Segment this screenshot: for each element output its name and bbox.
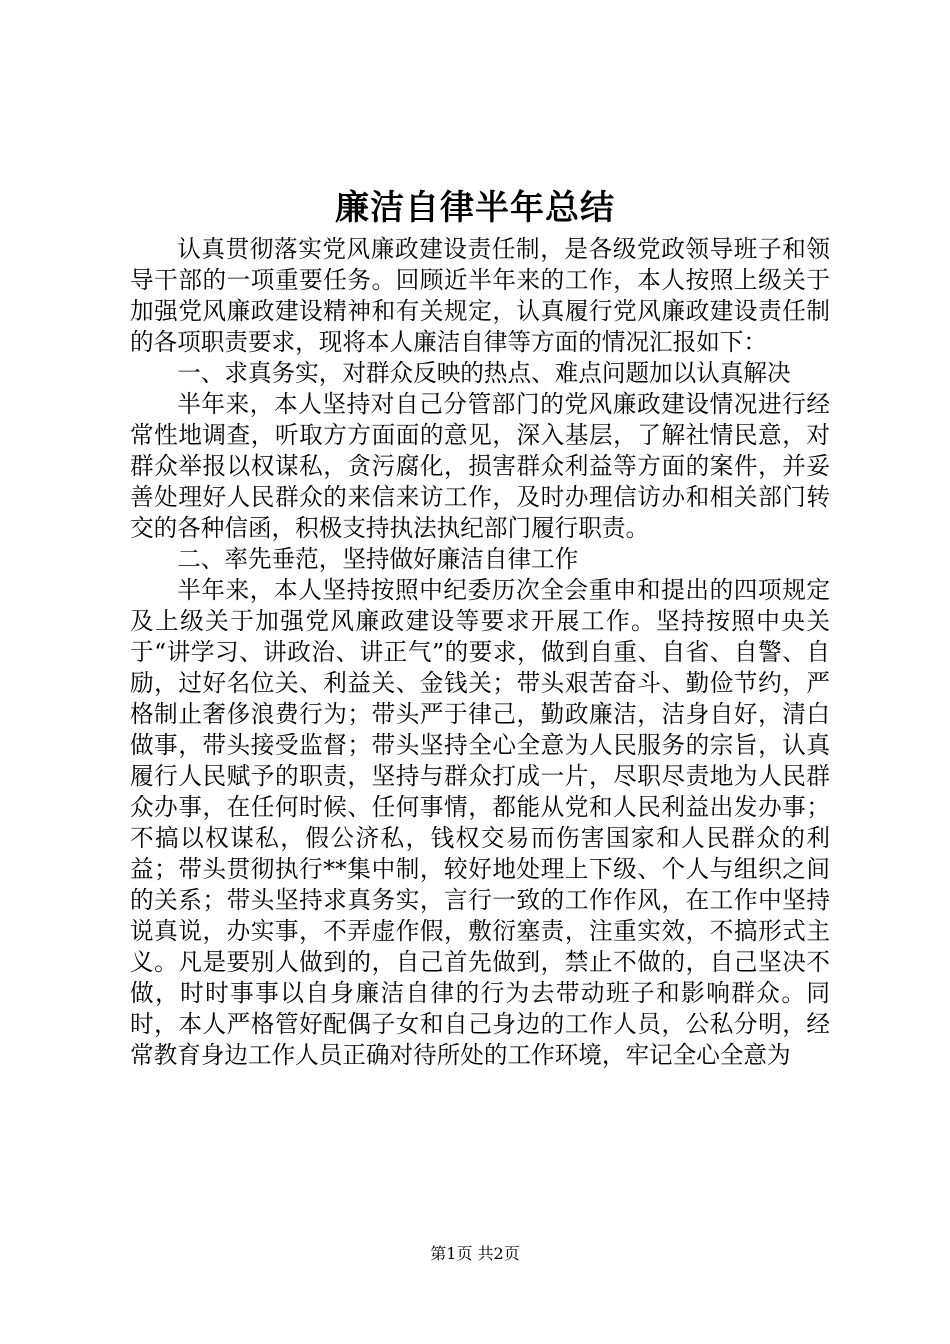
paragraph-section-1: 半年来，本人坚持对自己分管部门的党风廉政建设情况进行经常性地调查，听取方方面面的意见，深入基层，了解社情民意，对群众举报以权谋私，贪污腐化，损害群众利益等方面的案件，并妥善处理好人民群众的来信来访工作，及时办理信访办和相关部门转交的各种信函，积极支持执法执纪部门履行职责。 [130,390,830,542]
paragraph-intro: 认真贯彻落实党风廉政建设责任制，是各级党政领导班子和领导干部的一项重要任务。回顾近半年来的工作，本人按照上级关于加强党风廉政建设精神和有关规定，认真履行党风廉政建设责任制的各项职责要求，现将本人廉洁自律等方面的情况汇报如下： [130,235,830,356]
document-body [130,234,830,1071]
section-heading-2: 二、率先垂范，坚持做好廉洁自律工作 [177,545,579,573]
section-heading-1: 一、求真务实，对群众反映的热点、难点问题加以认真解决 [177,359,791,387]
document-title: 廉洁自律半年总结 [335,188,615,228]
page-footer: 第1页 共2页 [430,1244,520,1263]
paragraph-section-2: 半年来，本人坚持按照中纪委历次全会重申和提出的四项规定及上级关于加强党风廉政建设等要求开展工作。坚持按照中央关于“讲学习、讲政治、讲正气”的要求，做到自重、自省、自警、自励，过好名位关、利益关、金钱关；带头艰苦奋斗、勤俭节约，严格制止奢侈浪费行为；带头严于律己，勤政廉洁，洁身自好，清白做事，带头接受监督；带头坚持全心全意为人民服务的宗旨，认真履行人民赋予的职责，坚持与群众打成一片，尽职尽责地为人民群众办事，在任何时候、任何事情，都能从党和人民利益出发办事；不搞以权谋私，假公济私，钱权交易而伤害国家和人民群众的利益；带头贯彻执行**集中制，较好地处理上下级、个人与组织之间的关系；带头坚持求真务实，言行一致的工作作风，在工作中坚持说真说，办实事，不弄虚作假，敷衍塞责，注重实效，不搞形式主义。凡是要别人做到的，自己首先做到，禁止不做的，自己坚决不做，时时事事以自身廉洁自律的行为去带动班子和影响群众。同时，本人严格管好配偶子女和自己身边的工作人员，公私分明，经常教育身边工作人员正确对待所处的工作环境，牢记全心全意为 [130,576,830,1069]
